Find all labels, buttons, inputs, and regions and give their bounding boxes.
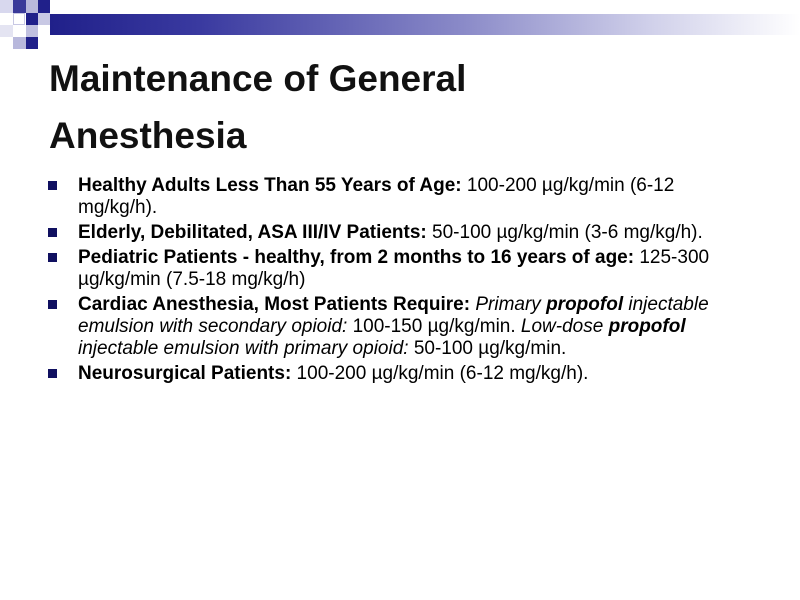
decor-square [38, 0, 50, 13]
list-item [48, 247, 758, 291]
decor-square [13, 0, 26, 13]
decor-square [26, 0, 38, 13]
decor-square [0, 0, 13, 13]
item-label: Cardiac Anesthesia, Most Patients Require: [78, 294, 471, 315]
decor-square [38, 13, 50, 25]
item-drug-name: propofol [608, 316, 686, 337]
decor-square [26, 37, 38, 49]
square-bullet-icon [48, 369, 57, 378]
item-text-italic: injectable emulsion with primary opioid: [78, 338, 409, 359]
list-item [48, 363, 758, 385]
item-text-italic: injectable emulsion with secondary opioid: [78, 294, 709, 337]
decor-square [13, 13, 25, 25]
item-drug-name: propofol [546, 294, 624, 315]
slide-title-line2: Anesthesia [49, 115, 247, 156]
item-value: 100-200 µg/kg/min (6-12 mg/kg/h). [291, 363, 589, 384]
list-item [48, 175, 758, 219]
decor-square [13, 37, 26, 49]
decor-square [0, 25, 13, 37]
item-value: 50-100 µg/kg/min. [408, 338, 567, 359]
square-bullet-icon [48, 181, 57, 190]
item-text-italic: Primary [470, 294, 547, 315]
slide-title [49, 50, 769, 164]
square-bullet-icon [48, 228, 57, 237]
item-value: 100-150 µg/kg/min. [347, 316, 521, 337]
header-decoration [0, 0, 800, 50]
header-gradient-bar [50, 14, 800, 35]
slide-title-line1: Maintenance of General [49, 58, 467, 99]
item-value: 100-200 µg/kg/min (6-12 mg/kg/h). [78, 175, 675, 218]
bullet-list [48, 175, 758, 388]
decor-square [26, 13, 38, 25]
item-label: Pediatric Patients - healthy, from 2 months to 16 years of age: [78, 247, 635, 268]
item-label: Elderly, Debilitated, ASA III/IV Patients: [78, 222, 427, 243]
item-text-italic: Low-dose [520, 316, 609, 337]
square-bullet-icon [48, 253, 57, 262]
decor-square [26, 25, 38, 37]
square-bullet-icon [48, 300, 57, 309]
list-item [48, 294, 758, 360]
item-label: Healthy Adults Less Than 55 Years of Age: [78, 175, 462, 196]
item-value: 125-300 µg/kg/min (7.5-18 mg/kg/h) [78, 247, 710, 290]
item-label: Neurosurgical Patients: [78, 363, 292, 384]
item-value: 50-100 µg/kg/min (3-6 mg/kg/h). [426, 222, 703, 243]
list-item [48, 222, 758, 244]
